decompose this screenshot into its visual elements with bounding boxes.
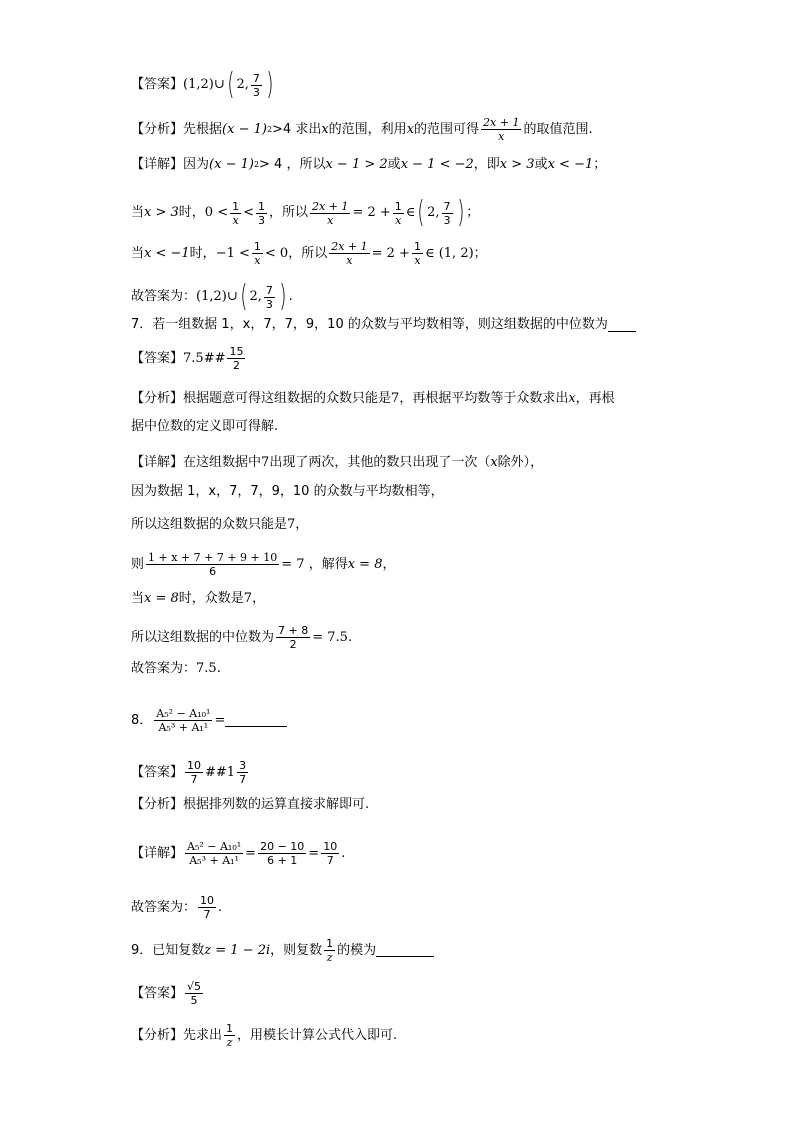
q7-analysis-line2: 据中位数的定义即可得解. xyxy=(131,419,279,434)
s6-detail-line: 【详解】 因为 (x − 1) 2 > 4 ，所以 x − 1 > 2 或 x − 1 < −2 ，即 x > 3 或 x < −1 ； xyxy=(131,157,607,172)
q8-answer-line: 【答案】 $\frac{10}{7}$ ##1 $\frac{3}{7}$ xyxy=(131,759,247,786)
s6-final-line: 故答案为： (1,2)∪ ( 2, $\frac{7}{3}$ ) . xyxy=(131,279,293,314)
q7-detail-line4: 则 $\frac{1 + x + 7 + 7 + 9 + 10}{6}$ = 7 ，解得 x = 8 ， xyxy=(131,551,396,578)
q7-final-line: 故答案为： 7.5. xyxy=(131,661,221,676)
q8-question: 8． $\frac{\text{A₅² − A₁₀¹}}{\text{A₅³ + A₁¹}}$ = xyxy=(131,707,287,734)
q7-analysis-line: 【分析】 根据题意可得这组数据的众数只能是 7 ，再根据平均数等于众数求出 x ，再根 xyxy=(131,391,615,406)
q9-question: 9．已知复数 z = 1 − 2i ，则复数 $\frac{1}{z}$ 的模为 xyxy=(131,937,434,964)
q7-question: 7．若一组数据 1，x，7，7，9，10 的众数与平均数相等，则这组数据的中位数为 xyxy=(131,317,636,333)
q9-answer-line: 【答案】 $\frac{√5}{5}$ xyxy=(131,980,202,1007)
q9-analysis-line: 【分析】 先求出 $\frac{1}{z}$ ，用模长计算公式代入即可. xyxy=(131,1022,398,1049)
q7-detail-line3: 所以这组数据的众数只能是 7 ， xyxy=(131,517,309,532)
answer-blank xyxy=(225,714,287,727)
q8-analysis-line: 【分析】 根据排列数的运算直接求解即可. xyxy=(131,797,370,812)
q8-detail-line: 【详解】 $\frac{\text{A₅² − A₁₀¹}}{\text{A₅³ + A₁¹}}$ = $\frac{20 - 10}{6 + 1}$ = $\frac{10}{7}$ . xyxy=(131,840,346,867)
answer-label: 【答案】 xyxy=(131,77,184,92)
q7-detail-line2: 因为数据 1，x，7，7，9，10 的众数与平均数相等， xyxy=(131,484,444,499)
answer-blank xyxy=(376,944,434,957)
s6-analysis-line: 【分析】 先根据 (x − 1) 2 >4 求出 x 的范围，利用 x 的范围可得 $\frac{2x + 1}{x}$ 的取值范围. xyxy=(131,116,593,143)
q7-detail-line5: 当 x = 8 时，众数是 7 ， xyxy=(131,591,266,606)
q7-detail-line6: 所以这组数据的中位数为 $\frac{7 + 8}{2}$ = 7.5 . xyxy=(131,624,353,651)
q7-detail-line: 【详解】 在这组数据中 7 出现了两次，其他的数只出现了一次（ x 除外）， xyxy=(131,455,544,470)
answer-blank xyxy=(608,319,636,332)
s6-answer-line: 【答案】 (1,2)∪ ( 2, $\frac{7}{3}$ ) xyxy=(131,67,274,102)
fraction: $\frac{7}{3}$ xyxy=(252,71,260,99)
s6-case2-line: 当 x < −1 时， −1 < $\frac{1}{x}$ < 0 ，所以 $\frac{2x + 1}{x}$ = 2 + $\frac{1}{x}$ ∈ (1, 2) ； xyxy=(131,240,487,267)
s6-case1-line: 当 x > 3 时， 0 < $\frac{1}{x}$ < $\frac{1}{3}$ ，所以 $\frac{2x + 1}{x}$ = 2 + $\frac{1}{x}$ ∈ ( 2, $\frac{7}{3}$ ) ； xyxy=(131,195,480,230)
q8-final-line: 故答案为： $\frac{10}{7}$ . xyxy=(131,894,223,921)
q7-answer-line: 【答案】 7.5## $\frac{15}{2}$ xyxy=(131,345,244,372)
